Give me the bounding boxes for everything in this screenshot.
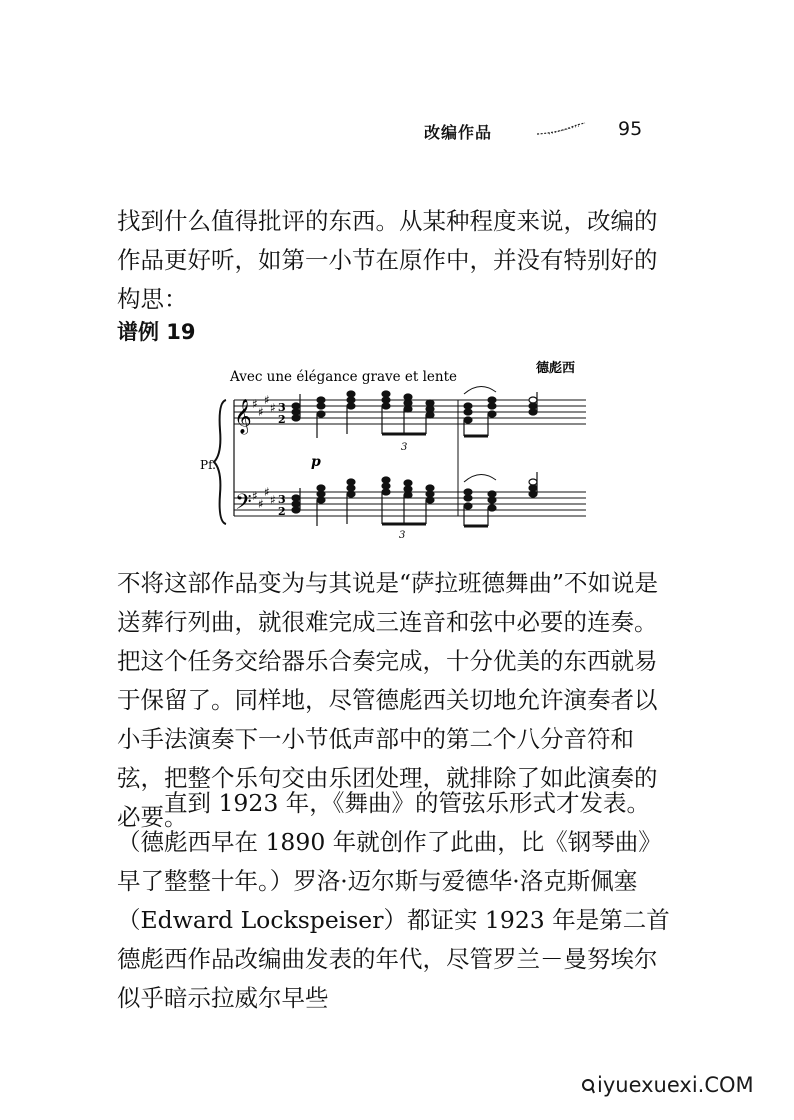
svg-text:♯: ♯ <box>252 397 258 411</box>
svg-text:3: 3 <box>278 401 286 414</box>
bass-clef: 𝄢 <box>235 490 252 520</box>
treble-clef: 𝄞 <box>234 399 252 434</box>
svg-text:♯: ♯ <box>264 485 270 499</box>
body-paragraph-2: 不将这部作品变为与其说是“萨拉班德舞曲”不如说是送葬行列曲，就很难完成三连音和弦中必要的连奏。把这个任务交给器乐合奏完成，十分优美的东西就易于保留了。同样地，尽管德彪西关切地允许演奏者以小手法演奏下一小节低声部中的第二个八分音符和弦，把整个乐句交由乐团处理，就排除了如此演奏的必要。 <box>117 569 659 831</box>
triplet-mark-bass: 3 <box>399 530 406 541</box>
body-paragraph-3: 直到 1923 年，《舞曲》的管弦乐形式才发表。（德彪西早在 1890 年就创作了此曲，比《钢琴曲》早了整整十年。）罗洛·迈尔斯与爱德华·洛克斯佩塞（Edward Lockspeiser）都证实 1923 年是第二首德彪西作品改编曲发表的年代，尽管罗兰－曼努埃尔似乎暗示拉威尔早些 <box>117 789 670 1012</box>
svg-text:2: 2 <box>278 505 286 518</box>
site-watermark <box>581 1073 754 1097</box>
header-title: 改编作品 <box>424 123 493 142</box>
instrument-label: Pf. <box>200 458 216 472</box>
page-number: 95 <box>618 118 643 140</box>
treble-slur <box>464 386 496 394</box>
dynamic-mark: p <box>311 454 321 470</box>
svg-text:3: 3 <box>278 493 286 506</box>
example-label: 谱例 19 <box>117 320 196 344</box>
bass-slur <box>464 474 496 482</box>
svg-text:♯: ♯ <box>270 401 276 415</box>
running-header <box>0 118 794 148</box>
svg-text:2: 2 <box>278 413 286 426</box>
svg-text:♯: ♯ <box>252 489 258 503</box>
treble-chords <box>292 391 537 438</box>
svg-text:♯: ♯ <box>258 405 264 419</box>
triplet-mark-treble: 3 <box>401 442 408 453</box>
svg-text:♯: ♯ <box>270 493 276 507</box>
tempo-marking: Avec une élégance grave et lente <box>230 369 458 385</box>
svg-text:♯: ♯ <box>258 497 264 511</box>
composer-name: 德彪西 <box>536 361 576 376</box>
header-ornament <box>535 122 587 136</box>
watermark-text: iyuexuexi.COM <box>597 1073 754 1097</box>
music-score <box>196 348 596 548</box>
svg-text:♯: ♯ <box>264 393 270 407</box>
watermark-logo-icon <box>581 1076 595 1094</box>
time-signature <box>278 401 286 518</box>
body-paragraph-1: 找到什么值得批评的东西。从某种程度来说，改编的作品更好听，如第一小节在原作中，并没有特别好的构思： <box>117 207 658 313</box>
bass-chords <box>292 472 537 526</box>
key-signature <box>252 393 276 511</box>
